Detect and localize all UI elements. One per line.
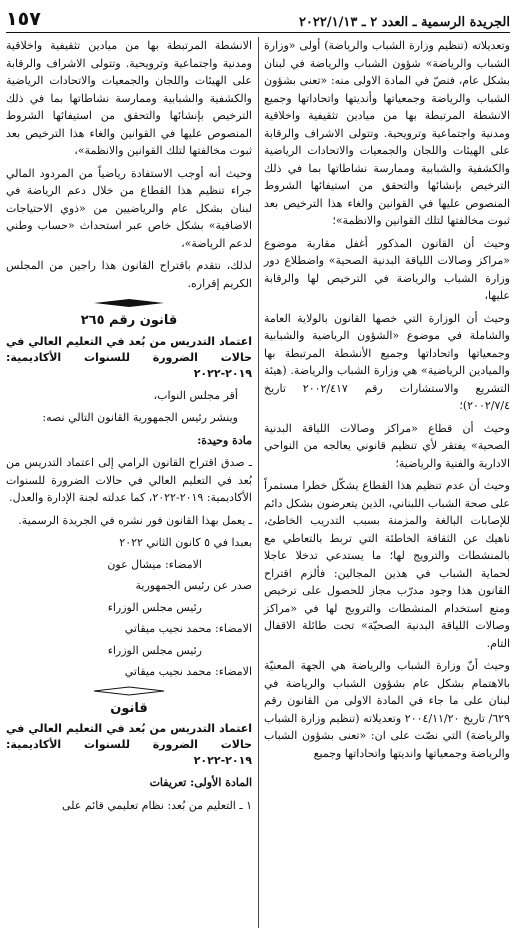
- paragraph: الانشطة المرتبطة بها من ميادين تثقيفية واخلاقية ومدنية واجتماعية وترويحية. وتتولى الاشراف والرقابة على الهيئات واللجان والجمعيات والاتحادات الرياضية والكشفية والشبابية وممارسة نشاطاتها بما في ذلك الترخيص بإنشائها والتحقق من استيفائها الشروط المنصوص عليها في القوانين والغاء هذا الترخيص بعد ثبوت مخالفتها لتلك القوانين والانظمة»،: [6, 39, 252, 157]
- column-divider: [258, 37, 259, 928]
- law2-heading: قانون: [110, 700, 148, 716]
- paragraph: وتعديلاته (تنظيم وزارة الشباب والرياضة) أولى «وزارة الشباب والرياضة» شؤون الشباب والرياضة في لبنان بشكل عام، فنصّ في المادة الاولى منه: «تعنى بشؤون الشباب والرياضة وجمعياتها وأنديتها واتحاداتها وجميع الانشطة المرتبطة بها من ميادين تثقيفية واخلاقية ومدنية واجتماعية وترويحية. وتتولى الاشراف والرقابة على الهيئات واللجان والجمعيات والاتحادات الرياضية والكشفية والشبابية وممارسة نشاطاتها بما في ذلك الترخيص بإنشائها والتحقق من استيفائها الشروط المنصوص عليها في القوانين والغاء هذا الترخيص بعد ثبوت مخالفتها لتلك القوانين والانظمة»؛: [264, 39, 510, 227]
- definition-item: ١ ـ التعليم من بُعد: نظام تعليمي قائم على: [61, 798, 252, 812]
- law-title: قانون رقم ٢٦٥: [80, 313, 178, 328]
- left-column: [6, 37, 252, 928]
- article-item: ـ صدق اقتراح القانون الرامي إلى اعتماد التدريس من بُعد في التعليم العالي في حالات الضرورة للسنوات الأكاديمية: ٢٠١٩-٢٠٢٢، كما عدلته لجنة الإدارة والعدل.: [6, 456, 252, 504]
- signature-president: الامضاء: ميشال عون: [107, 557, 202, 571]
- paragraph: وحيث أن القانون المذكور أغفل مقاربة موضوع «مراكز وصالات اللياقة البدنية الصحية» واضطلاع دور وزارة الشباب والرياضة في الترخيص لها والرقابة عليها،: [264, 236, 510, 302]
- date-line: بعبدا في ٥ كانون الثاني ٢٠٢٢: [119, 536, 252, 549]
- paragraph: لذلك، نتقدم باقتراح القانون هذا راجين من المجلس الكريم إقراره.: [6, 259, 252, 290]
- signature-pm-2: الامضاء: محمد نجيب ميقاتي: [124, 665, 252, 678]
- pm-title-2: رئيس مجلس الوزراء: [107, 643, 202, 657]
- paragraph: وحيث أنّ وزارة الشباب والرياضة هي الجهة المعنيّة بالاهتمام بشكل عام بشؤون الشباب والرياضة في لبنان على ما جاء في المادة الاولى من القانون رقم ٦٢٩/ تاريخ ٢٠٠٤/١١/٢٠ وتعديلاته (تنظيم وزارة الشباب والرياضة) التي نصّت على ان: «تعنى بشؤون الشباب والرياضة وجمعياتها وانديتها واتحاداتها وجميع: [264, 659, 510, 760]
- section-separator: [6, 297, 252, 309]
- president-line: وينشر رئيس الجمهورية القانون التالي نصه:: [42, 411, 238, 424]
- paragraph: وحيث أن الوزارة التي خصها القانون بالولاية العامة والشاملة في موضوع «الشؤون الرياضية والشبابية وجمعياتها واتحاداتها وجميع الأنشطة المرتبطة بها والميادين الرياضية» هي وزارة الشباب والرياضة. (هيئة التشريع والاستشارات رقم ٢٠٠٢/٤١٧ تاريخ ٢٠٠٢/٧/٤)؛: [264, 311, 510, 412]
- parliament-line: أقر مجلس النواب،: [153, 388, 238, 402]
- law-subtitle: اعتماد التدريس من بُعد في التعليم العالي في حالات الضرورة للسنوات الأكاديمية: ٢٠١٩-٢٠٢٢: [6, 334, 252, 380]
- header-title: الجريدة الرسمية ـ العدد ٢ ـ ٢٠٢٢/١/١٣: [298, 15, 510, 30]
- section-separator-2: [6, 685, 252, 697]
- signature-pm: الامضاء: محمد نجيب ميقاتي: [124, 622, 252, 635]
- law2-subtitle: اعتماد التدريس من بُعد في التعليم العالي في حالات الضرورة للسنوات الأكاديمية: ٢٠١٩-٢٠٢٢: [6, 722, 252, 767]
- paragraph: وحيث أن عدم تنظيم هذا القطاع يشكّل خطرا مستمراً على صحة الشباب اللبناني، الذين يتعرضون بشكل دائم للإصابات البالغة والمزمنة بسبب التدريب الخاطئ، ناهيك عن الثقافة الخاطئة التي تربط بالتعاطي مع بالمنشطات والترويج لها؛ ما يستدعي تدخلا عاجلا لحماية الشباب في هذين المجالين: فألزم اقتراح القانون هذا وجود مدرّب مجاز للحصول على ترخيص ومنع استخدام المنشطات والترويج لها في «مراكز وصالات اللياقة البدنية الصحيّة» تحت طائلة الاقفال التام.: [264, 479, 510, 650]
- article1-heading: المادة الأولى: تعريفات: [149, 776, 252, 789]
- right-column: [264, 37, 510, 928]
- single-article-heading: مادة وحيدة:: [197, 433, 252, 447]
- page-header: [6, 6, 510, 30]
- issued-by: صدر عن رئيس الجمهورية: [135, 579, 252, 592]
- paragraph: وحيث أن قطاع «مراكز وصالات اللياقة البدنية الصحية» يفتقر لأي تنظيم قانوني يعالجه من النواحي الادارية والفنية والرياضية؛: [264, 421, 510, 470]
- paragraph: وحيث أنه أوجب الاستفادة رياضياً من المردود المالي جراء تنظيم هذا القطاع من خلال دعم الرياضة في لبنان بشكل عام والرياضيين من «ذوي الاحتياجات الاضافية» بشكل خاص عبر استحداث «حساب وطني لدعم الرياضة»،: [6, 166, 252, 250]
- pm-title: رئيس مجلس الوزراء: [107, 600, 202, 614]
- page-number: ١٥٧: [6, 8, 41, 30]
- header-rule: [6, 32, 510, 33]
- article-item: ـ يعمل بهذا القانون فور نشره في الجريدة الرسمية.: [18, 513, 252, 527]
